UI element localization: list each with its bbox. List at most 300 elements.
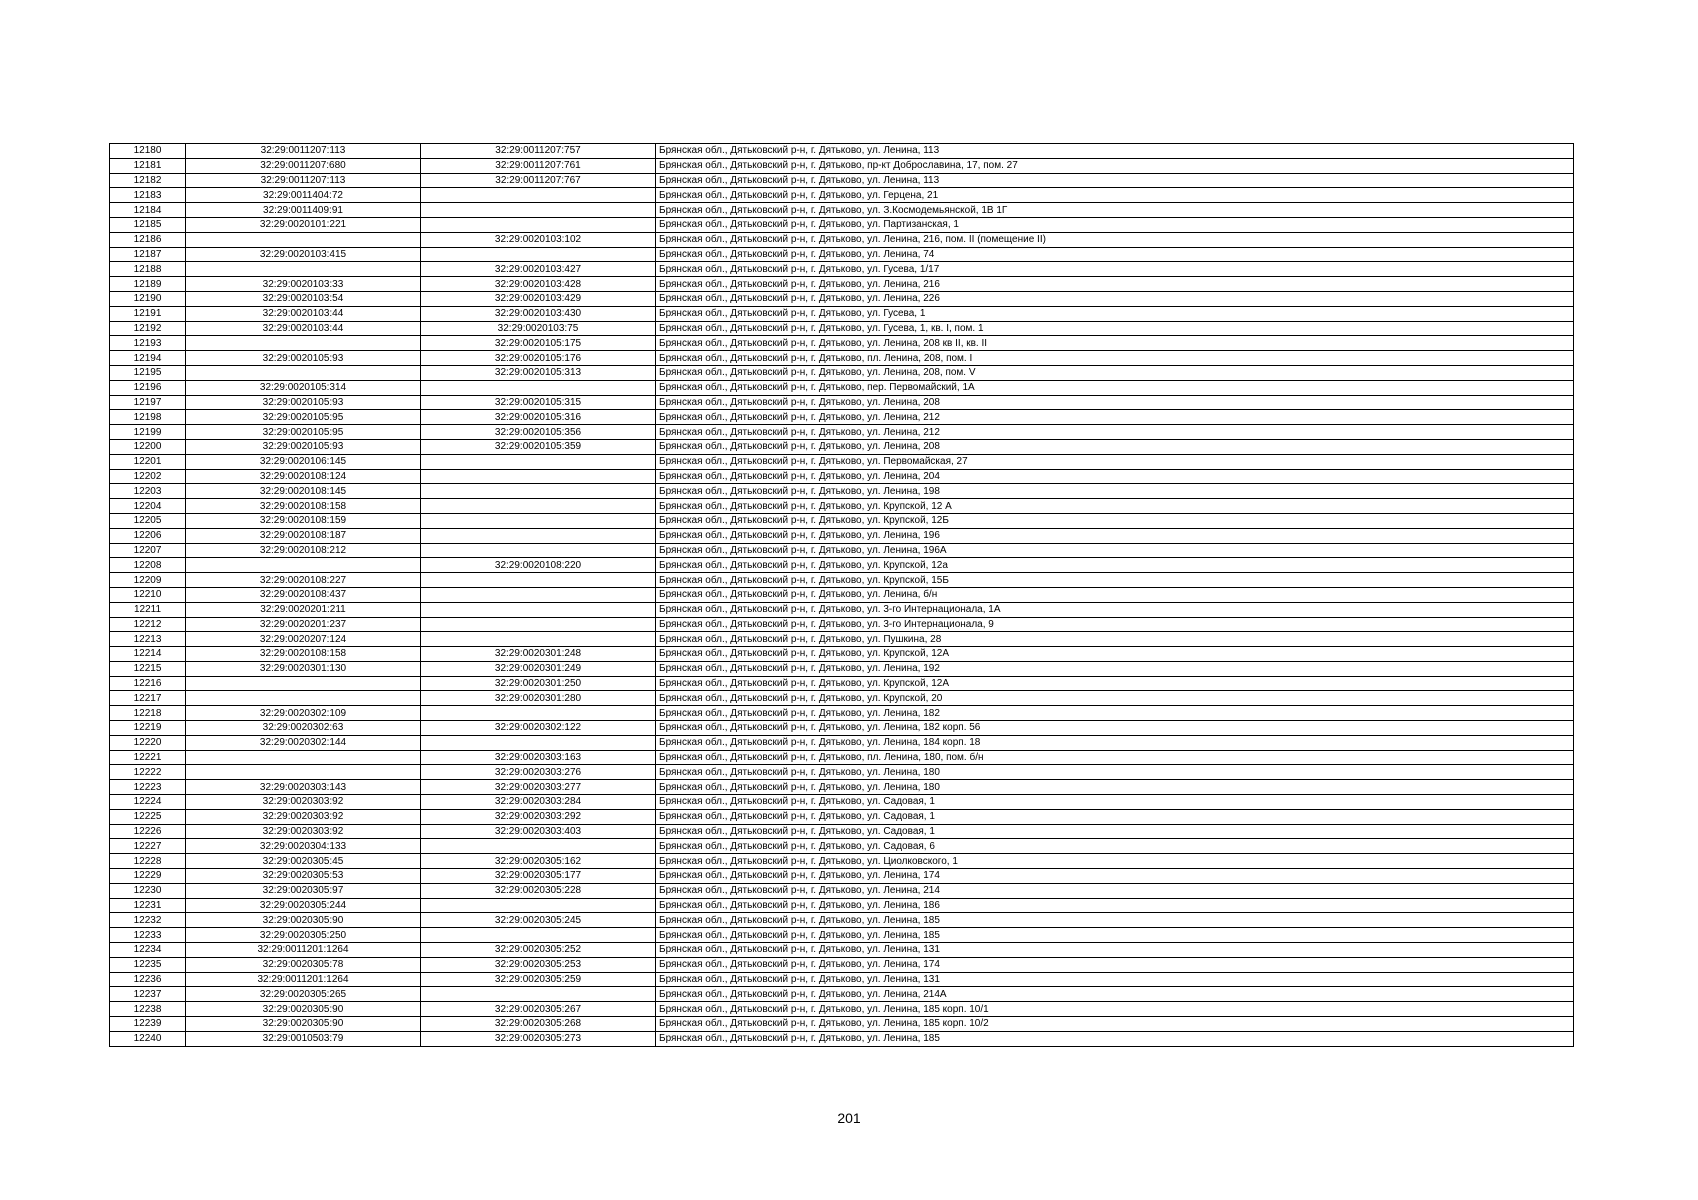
land-cadastral-number-cell: 32:29:0020105:95 bbox=[186, 425, 421, 440]
table-row bbox=[110, 247, 1574, 262]
land-cadastral-number-cell bbox=[186, 262, 421, 277]
table-row bbox=[110, 217, 1574, 232]
object-cadastral-number-cell: 32:29:0020305:253 bbox=[421, 957, 656, 972]
object-cadastral-number-cell bbox=[421, 543, 656, 558]
row-number-cell: 12180 bbox=[110, 144, 186, 159]
table-row bbox=[110, 306, 1574, 321]
table-row bbox=[110, 321, 1574, 336]
address-cell: Брянская обл., Дятьковский р-н, г. Дятьково, ул. Крупской, 20 bbox=[656, 691, 1574, 706]
address-cell: Брянская обл., Дятьковский р-н, г. Дятьково, ул. Ленина, 226 bbox=[656, 291, 1574, 306]
table-row bbox=[110, 291, 1574, 306]
object-cadastral-number-cell: 32:29:0020303:163 bbox=[421, 750, 656, 765]
table-row bbox=[110, 528, 1574, 543]
object-cadastral-number-cell bbox=[421, 735, 656, 750]
row-number-cell: 12220 bbox=[110, 735, 186, 750]
land-cadastral-number-cell: 32:29:0020201:237 bbox=[186, 617, 421, 632]
address-cell: Брянская обл., Дятьковский р-н, г. Дятьково, ул. Ленина, 174 bbox=[656, 869, 1574, 884]
address-cell: Брянская обл., Дятьковский р-н, г. Дятьково, ул. Ленина, 185 корп. 10/2 bbox=[656, 1017, 1574, 1032]
row-number-cell: 12187 bbox=[110, 247, 186, 262]
row-number-cell: 12211 bbox=[110, 602, 186, 617]
land-cadastral-number-cell bbox=[186, 365, 421, 380]
land-cadastral-number-cell: 32:29:0020305:53 bbox=[186, 869, 421, 884]
address-cell: Брянская обл., Дятьковский р-н, г. Дятьково, ул. Ленина, 198 bbox=[656, 484, 1574, 499]
object-cadastral-number-cell bbox=[421, 528, 656, 543]
land-cadastral-number-cell: 32:29:0020103:415 bbox=[186, 247, 421, 262]
land-cadastral-number-cell: 32:29:0020105:93 bbox=[186, 395, 421, 410]
land-cadastral-number-cell bbox=[186, 676, 421, 691]
object-cadastral-number-cell: 32:29:0020103:427 bbox=[421, 262, 656, 277]
object-cadastral-number-cell: 32:29:0020305:228 bbox=[421, 883, 656, 898]
table-row bbox=[110, 1017, 1574, 1032]
address-cell: Брянская обл., Дятьковский р-н, г. Дятьково, ул. Первомайская, 27 bbox=[656, 454, 1574, 469]
land-cadastral-number-cell: 32:29:0020304:133 bbox=[186, 839, 421, 854]
table-row bbox=[110, 277, 1574, 292]
land-cadastral-number-cell: 32:29:0020108:437 bbox=[186, 587, 421, 602]
row-number-cell: 12196 bbox=[110, 380, 186, 395]
address-cell: Брянская обл., Дятьковский р-н, г. Дятьково, ул. Ленина, 113 bbox=[656, 173, 1574, 188]
address-cell: Брянская обл., Дятьковский р-н, г. Дятьково, ул. Ленина, 185 корп. 10/1 bbox=[656, 1002, 1574, 1017]
table-row bbox=[110, 795, 1574, 810]
table-row bbox=[110, 365, 1574, 380]
object-cadastral-number-cell: 32:29:0020105:356 bbox=[421, 425, 656, 440]
land-cadastral-number-cell: 32:29:0020303:92 bbox=[186, 795, 421, 810]
row-number-cell: 12185 bbox=[110, 217, 186, 232]
table-row bbox=[110, 661, 1574, 676]
object-cadastral-number-cell: 32:29:0020301:250 bbox=[421, 676, 656, 691]
object-cadastral-number-cell bbox=[421, 247, 656, 262]
land-cadastral-number-cell: 32:29:0020303:92 bbox=[186, 824, 421, 839]
land-cadastral-number-cell: 32:29:0020207:124 bbox=[186, 632, 421, 647]
land-cadastral-number-cell: 32:29:0020108:227 bbox=[186, 573, 421, 588]
row-number-cell: 12229 bbox=[110, 869, 186, 884]
address-cell: Брянская обл., Дятьковский р-н, г. Дятьково, ул. Гусева, 1, кв. I, пом. 1 bbox=[656, 321, 1574, 336]
table-row bbox=[110, 203, 1574, 218]
row-number-cell: 12202 bbox=[110, 469, 186, 484]
land-cadastral-number-cell: 32:29:0020103:33 bbox=[186, 277, 421, 292]
object-cadastral-number-cell bbox=[421, 706, 656, 721]
address-cell: Брянская обл., Дятьковский р-н, г. Дятьково, ул. Ленина, 185 bbox=[656, 1031, 1574, 1046]
address-cell: Брянская обл., Дятьковский р-н, г. Дятьково, ул. Ленина, 180 bbox=[656, 780, 1574, 795]
row-number-cell: 12210 bbox=[110, 587, 186, 602]
row-number-cell: 12234 bbox=[110, 943, 186, 958]
address-cell: Брянская обл., Дятьковский р-н, г. Дятьково, ул. Крупской, 12 А bbox=[656, 499, 1574, 514]
table-row bbox=[110, 809, 1574, 824]
land-cadastral-number-cell: 32:29:0020305:78 bbox=[186, 957, 421, 972]
land-cadastral-number-cell: 32:29:0020301:130 bbox=[186, 661, 421, 676]
table-row bbox=[110, 691, 1574, 706]
land-cadastral-number-cell: 32:29:0020305:45 bbox=[186, 854, 421, 869]
land-cadastral-number-cell: 32:29:0020101:221 bbox=[186, 217, 421, 232]
address-cell: Брянская обл., Дятьковский р-н, г. Дятьково, ул. Ленина, 185 bbox=[656, 928, 1574, 943]
table-row bbox=[110, 1002, 1574, 1017]
land-cadastral-number-cell: 32:29:0020108:158 bbox=[186, 647, 421, 662]
object-cadastral-number-cell: 32:29:0020105:359 bbox=[421, 439, 656, 454]
address-cell: Брянская обл., Дятьковский р-н, г. Дятьково, ул. Ленина, 216, пом. II (помещение II) bbox=[656, 232, 1574, 247]
land-cadastral-number-cell: 32:29:0020108:145 bbox=[186, 484, 421, 499]
table-row bbox=[110, 469, 1574, 484]
land-cadastral-number-cell bbox=[186, 232, 421, 247]
land-cadastral-number-cell: 32:29:0011207:680 bbox=[186, 158, 421, 173]
address-cell: Брянская обл., Дятьковский р-н, г. Дятьково, ул. Крупской, 12А bbox=[656, 647, 1574, 662]
object-cadastral-number-cell: 32:29:0020305:245 bbox=[421, 913, 656, 928]
land-cadastral-number-cell bbox=[186, 558, 421, 573]
table-row bbox=[110, 558, 1574, 573]
table-row bbox=[110, 972, 1574, 987]
table-row bbox=[110, 987, 1574, 1002]
address-cell: Брянская обл., Дятьковский р-н, г. Дятьково, ул. Ленина, 208 кв II, кв. II bbox=[656, 336, 1574, 351]
table-row bbox=[110, 425, 1574, 440]
address-cell: Брянская обл., Дятьковский р-н, г. Дятьково, ул. Ленина, 174 bbox=[656, 957, 1574, 972]
table-row bbox=[110, 943, 1574, 958]
object-cadastral-number-cell bbox=[421, 380, 656, 395]
land-cadastral-number-cell bbox=[186, 336, 421, 351]
row-number-cell: 12206 bbox=[110, 528, 186, 543]
table-row bbox=[110, 499, 1574, 514]
table-row bbox=[110, 913, 1574, 928]
land-cadastral-number-cell: 32:29:0011409:91 bbox=[186, 203, 421, 218]
land-cadastral-number-cell: 32:29:0020108:187 bbox=[186, 528, 421, 543]
address-cell: Брянская обл., Дятьковский р-н, г. Дятьково, пер. Первомайский, 1А bbox=[656, 380, 1574, 395]
address-cell: Брянская обл., Дятьковский р-н, г. Дятьково, ул. Циолковского, 1 bbox=[656, 854, 1574, 869]
address-cell: Брянская обл., Дятьковский р-н, г. Дятьково, ул. Ленина, 74 bbox=[656, 247, 1574, 262]
row-number-cell: 12222 bbox=[110, 765, 186, 780]
object-cadastral-number-cell: 32:29:0020103:428 bbox=[421, 277, 656, 292]
object-cadastral-number-cell bbox=[421, 469, 656, 484]
object-cadastral-number-cell: 32:29:0020305:259 bbox=[421, 972, 656, 987]
object-cadastral-number-cell bbox=[421, 188, 656, 203]
row-number-cell: 12218 bbox=[110, 706, 186, 721]
land-cadastral-number-cell: 32:29:0010503:79 bbox=[186, 1031, 421, 1046]
address-cell: Брянская обл., Дятьковский р-н, г. Дятьково, пл. Ленина, 180, пом. б/н bbox=[656, 750, 1574, 765]
address-cell: Брянская обл., Дятьковский р-н, г. Дятьково, ул. Ленина, 196А bbox=[656, 543, 1574, 558]
land-cadastral-number-cell: 32:29:0020305:265 bbox=[186, 987, 421, 1002]
address-cell: Брянская обл., Дятьковский р-н, г. Дятьково, ул. Ленина, 208 bbox=[656, 439, 1574, 454]
land-cadastral-number-cell: 32:29:0020105:314 bbox=[186, 380, 421, 395]
table-row bbox=[110, 869, 1574, 884]
table-row bbox=[110, 158, 1574, 173]
table-row bbox=[110, 395, 1574, 410]
address-cell: Брянская обл., Дятьковский р-н, г. Дятьково, ул. Ленина, 212 bbox=[656, 425, 1574, 440]
row-number-cell: 12230 bbox=[110, 883, 186, 898]
row-number-cell: 12231 bbox=[110, 898, 186, 913]
object-cadastral-number-cell: 32:29:0020105:175 bbox=[421, 336, 656, 351]
object-cadastral-number-cell: 32:29:0020305:162 bbox=[421, 854, 656, 869]
row-number-cell: 12212 bbox=[110, 617, 186, 632]
object-cadastral-number-cell: 32:29:0020105:315 bbox=[421, 395, 656, 410]
row-number-cell: 12181 bbox=[110, 158, 186, 173]
land-cadastral-number-cell: 32:29:0020105:95 bbox=[186, 410, 421, 425]
object-cadastral-number-cell: 32:29:0020305:267 bbox=[421, 1002, 656, 1017]
row-number-cell: 12186 bbox=[110, 232, 186, 247]
address-cell: Брянская обл., Дятьковский р-н, г. Дятьково, ул. Садовая, 6 bbox=[656, 839, 1574, 854]
land-cadastral-number-cell: 32:29:0020103:54 bbox=[186, 291, 421, 306]
address-cell: Брянская обл., Дятьковский р-н, г. Дятьково, ул. Ленина, 216 bbox=[656, 277, 1574, 292]
row-number-cell: 12201 bbox=[110, 454, 186, 469]
row-number-cell: 12228 bbox=[110, 854, 186, 869]
row-number-cell: 12232 bbox=[110, 913, 186, 928]
land-cadastral-number-cell: 32:29:0020108:159 bbox=[186, 513, 421, 528]
row-number-cell: 12215 bbox=[110, 661, 186, 676]
row-number-cell: 12233 bbox=[110, 928, 186, 943]
object-cadastral-number-cell bbox=[421, 587, 656, 602]
table-row bbox=[110, 854, 1574, 869]
property-register-table bbox=[109, 143, 1574, 1047]
table-row bbox=[110, 484, 1574, 499]
table-row bbox=[110, 617, 1574, 632]
table-row bbox=[110, 676, 1574, 691]
table-row bbox=[110, 602, 1574, 617]
row-number-cell: 12213 bbox=[110, 632, 186, 647]
object-cadastral-number-cell bbox=[421, 928, 656, 943]
object-cadastral-number-cell: 32:29:0020108:220 bbox=[421, 558, 656, 573]
object-cadastral-number-cell: 32:29:0020301:248 bbox=[421, 647, 656, 662]
object-cadastral-number-cell bbox=[421, 839, 656, 854]
land-cadastral-number-cell: 32:29:0020305:90 bbox=[186, 1017, 421, 1032]
table-row bbox=[110, 380, 1574, 395]
object-cadastral-number-cell: 32:29:0020105:176 bbox=[421, 351, 656, 366]
object-cadastral-number-cell: 32:29:0020303:292 bbox=[421, 809, 656, 824]
page-number: 201 bbox=[837, 1110, 861, 1126]
address-cell: Брянская обл., Дятьковский р-н, г. Дятьково, ул. Крупской, 12Б bbox=[656, 513, 1574, 528]
table-row bbox=[110, 780, 1574, 795]
table-row bbox=[110, 632, 1574, 647]
table-row bbox=[110, 898, 1574, 913]
land-cadastral-number-cell: 32:29:0020305:97 bbox=[186, 883, 421, 898]
address-cell: Брянская обл., Дятьковский р-н, г. Дятьково, ул. Ленина, 212 bbox=[656, 410, 1574, 425]
object-cadastral-number-cell: 32:29:0020302:122 bbox=[421, 721, 656, 736]
address-cell: Брянская обл., Дятьковский р-н, г. Дятьково, ул. Ленина, 182 корп. 56 bbox=[656, 721, 1574, 736]
address-cell: Брянская обл., Дятьковский р-н, г. Дятьково, ул. Крупской, 12А bbox=[656, 676, 1574, 691]
register-table-body bbox=[110, 144, 1574, 1047]
object-cadastral-number-cell bbox=[421, 217, 656, 232]
land-cadastral-number-cell: 32:29:0020305:250 bbox=[186, 928, 421, 943]
object-cadastral-number-cell bbox=[421, 454, 656, 469]
row-number-cell: 12193 bbox=[110, 336, 186, 351]
table-row bbox=[110, 824, 1574, 839]
table-row bbox=[110, 735, 1574, 750]
land-cadastral-number-cell: 32:29:0020302:109 bbox=[186, 706, 421, 721]
land-cadastral-number-cell: 32:29:0020108:124 bbox=[186, 469, 421, 484]
table-row bbox=[110, 262, 1574, 277]
row-number-cell: 12204 bbox=[110, 499, 186, 514]
table-row bbox=[110, 721, 1574, 736]
table-row bbox=[110, 750, 1574, 765]
address-cell: Брянская обл., Дятьковский р-н, г. Дятьково, ул. Ленина, 214А bbox=[656, 987, 1574, 1002]
address-cell: Брянская обл., Дятьковский р-н, г. Дятьково, ул. Садовая, 1 bbox=[656, 795, 1574, 810]
row-number-cell: 12237 bbox=[110, 987, 186, 1002]
land-cadastral-number-cell: 32:29:0020305:244 bbox=[186, 898, 421, 913]
land-cadastral-number-cell bbox=[186, 765, 421, 780]
object-cadastral-number-cell bbox=[421, 617, 656, 632]
row-number-cell: 12207 bbox=[110, 543, 186, 558]
row-number-cell: 12239 bbox=[110, 1017, 186, 1032]
land-cadastral-number-cell: 32:29:0020201:211 bbox=[186, 602, 421, 617]
row-number-cell: 12191 bbox=[110, 306, 186, 321]
address-cell: Брянская обл., Дятьковский р-н, г. Дятьково, ул. Ленина, 131 bbox=[656, 943, 1574, 958]
object-cadastral-number-cell: 32:29:0011207:761 bbox=[421, 158, 656, 173]
table-row bbox=[110, 173, 1574, 188]
land-cadastral-number-cell: 32:29:0020105:93 bbox=[186, 351, 421, 366]
address-cell: Брянская обл., Дятьковский р-н, г. Дятьково, ул. Садовая, 1 bbox=[656, 809, 1574, 824]
address-cell: Брянская обл., Дятьковский р-н, г. Дятьково, ул. Крупской, 15Б bbox=[656, 573, 1574, 588]
address-cell: Брянская обл., Дятьковский р-н, г. Дятьково, ул. Ленина, 196 bbox=[656, 528, 1574, 543]
row-number-cell: 12188 bbox=[110, 262, 186, 277]
row-number-cell: 12235 bbox=[110, 957, 186, 972]
land-cadastral-number-cell: 32:29:0011201:1264 bbox=[186, 943, 421, 958]
object-cadastral-number-cell: 32:29:0020301:249 bbox=[421, 661, 656, 676]
row-number-cell: 12226 bbox=[110, 824, 186, 839]
row-number-cell: 12198 bbox=[110, 410, 186, 425]
row-number-cell: 12221 bbox=[110, 750, 186, 765]
object-cadastral-number-cell bbox=[421, 203, 656, 218]
table-row bbox=[110, 839, 1574, 854]
address-cell: Брянская обл., Дятьковский р-н, г. Дятьково, ул. Ленина, 182 bbox=[656, 706, 1574, 721]
row-number-cell: 12205 bbox=[110, 513, 186, 528]
address-cell: Брянская обл., Дятьковский р-н, г. Дятьково, ул. Ленина, 192 bbox=[656, 661, 1574, 676]
table-row bbox=[110, 765, 1574, 780]
row-number-cell: 12200 bbox=[110, 439, 186, 454]
object-cadastral-number-cell bbox=[421, 513, 656, 528]
address-cell: Брянская обл., Дятьковский р-н, г. Дятьково, ул. Ленина, 208, пом. V bbox=[656, 365, 1574, 380]
address-cell: Брянская обл., Дятьковский р-н, г. Дятьково, ул. Ленина, 131 bbox=[656, 972, 1574, 987]
object-cadastral-number-cell: 32:29:0020103:430 bbox=[421, 306, 656, 321]
table-row bbox=[110, 351, 1574, 366]
address-cell: Брянская обл., Дятьковский р-н, г. Дятьково, пл. Ленина, 208, пом. I bbox=[656, 351, 1574, 366]
table-row bbox=[110, 706, 1574, 721]
land-cadastral-number-cell: 32:29:0020303:92 bbox=[186, 809, 421, 824]
table-row bbox=[110, 543, 1574, 558]
row-number-cell: 12190 bbox=[110, 291, 186, 306]
table-row bbox=[110, 188, 1574, 203]
row-number-cell: 12182 bbox=[110, 173, 186, 188]
object-cadastral-number-cell: 32:29:0020303:403 bbox=[421, 824, 656, 839]
row-number-cell: 12194 bbox=[110, 351, 186, 366]
object-cadastral-number-cell: 32:29:0020103:75 bbox=[421, 321, 656, 336]
land-cadastral-number-cell: 32:29:0020103:44 bbox=[186, 321, 421, 336]
object-cadastral-number-cell: 32:29:0020303:276 bbox=[421, 765, 656, 780]
table-row bbox=[110, 232, 1574, 247]
row-number-cell: 12195 bbox=[110, 365, 186, 380]
address-cell: Брянская обл., Дятьковский р-н, г. Дятьково, ул. Гусева, 1/17 bbox=[656, 262, 1574, 277]
row-number-cell: 12236 bbox=[110, 972, 186, 987]
table-row bbox=[110, 573, 1574, 588]
row-number-cell: 12223 bbox=[110, 780, 186, 795]
object-cadastral-number-cell: 32:29:0020103:102 bbox=[421, 232, 656, 247]
row-number-cell: 12199 bbox=[110, 425, 186, 440]
row-number-cell: 12219 bbox=[110, 721, 186, 736]
address-cell: Брянская обл., Дятьковский р-н, г. Дятьково, ул. Ленина, 214 bbox=[656, 883, 1574, 898]
object-cadastral-number-cell: 32:29:0020301:280 bbox=[421, 691, 656, 706]
row-number-cell: 12225 bbox=[110, 809, 186, 824]
land-cadastral-number-cell bbox=[186, 691, 421, 706]
object-cadastral-number-cell: 32:29:0011207:757 bbox=[421, 144, 656, 159]
table-row bbox=[110, 144, 1574, 159]
object-cadastral-number-cell: 32:29:0020305:252 bbox=[421, 943, 656, 958]
object-cadastral-number-cell bbox=[421, 499, 656, 514]
address-cell: Брянская обл., Дятьковский р-н, г. Дятьково, ул. Герцена, 21 bbox=[656, 188, 1574, 203]
land-cadastral-number-cell: 32:29:0020305:90 bbox=[186, 913, 421, 928]
land-cadastral-number-cell: 32:29:0020108:212 bbox=[186, 543, 421, 558]
table-row bbox=[110, 439, 1574, 454]
table-row bbox=[110, 957, 1574, 972]
object-cadastral-number-cell: 32:29:0020305:273 bbox=[421, 1031, 656, 1046]
object-cadastral-number-cell bbox=[421, 573, 656, 588]
address-cell: Брянская обл., Дятьковский р-н, г. Дятьково, ул. Ленина, 208 bbox=[656, 395, 1574, 410]
row-number-cell: 12192 bbox=[110, 321, 186, 336]
object-cadastral-number-cell bbox=[421, 484, 656, 499]
address-cell: Брянская обл., Дятьковский р-н, г. Дятьково, ул. Ленина, 204 bbox=[656, 469, 1574, 484]
row-number-cell: 12224 bbox=[110, 795, 186, 810]
address-cell: Брянская обл., Дятьковский р-н, г. Дятьково, ул. Партизанская, 1 bbox=[656, 217, 1574, 232]
object-cadastral-number-cell: 32:29:0020303:284 bbox=[421, 795, 656, 810]
address-cell: Брянская обл., Дятьковский р-н, г. Дятьково, ул. Ленина, б/н bbox=[656, 587, 1574, 602]
address-cell: Брянская обл., Дятьковский р-н, г. Дятьково, ул. Садовая, 1 bbox=[656, 824, 1574, 839]
land-cadastral-number-cell: 32:29:0020108:158 bbox=[186, 499, 421, 514]
row-number-cell: 12203 bbox=[110, 484, 186, 499]
address-cell: Брянская обл., Дятьковский р-н, г. Дятьково, ул. Ленина, 184 корп. 18 bbox=[656, 735, 1574, 750]
address-cell: Брянская обл., Дятьковский р-н, г. Дятьково, ул. Ленина, 186 bbox=[656, 898, 1574, 913]
row-number-cell: 12197 bbox=[110, 395, 186, 410]
address-cell: Брянская обл., Дятьковский р-н, г. Дятьково, ул. Гусева, 1 bbox=[656, 306, 1574, 321]
row-number-cell: 12240 bbox=[110, 1031, 186, 1046]
land-cadastral-number-cell: 32:29:0011207:113 bbox=[186, 173, 421, 188]
table-row bbox=[110, 336, 1574, 351]
object-cadastral-number-cell: 32:29:0020305:177 bbox=[421, 869, 656, 884]
row-number-cell: 12209 bbox=[110, 573, 186, 588]
table-row bbox=[110, 883, 1574, 898]
table-row bbox=[110, 587, 1574, 602]
object-cadastral-number-cell bbox=[421, 898, 656, 913]
table-row bbox=[110, 1031, 1574, 1046]
object-cadastral-number-cell: 32:29:0020103:429 bbox=[421, 291, 656, 306]
object-cadastral-number-cell: 32:29:0020105:313 bbox=[421, 365, 656, 380]
land-cadastral-number-cell: 32:29:0011207:113 bbox=[186, 144, 421, 159]
land-cadastral-number-cell: 32:29:0020106:145 bbox=[186, 454, 421, 469]
land-cadastral-number-cell: 32:29:0020302:144 bbox=[186, 735, 421, 750]
land-cadastral-number-cell: 32:29:0020303:143 bbox=[186, 780, 421, 795]
land-cadastral-number-cell: 32:29:0011404:72 bbox=[186, 188, 421, 203]
row-number-cell: 12217 bbox=[110, 691, 186, 706]
land-cadastral-number-cell: 32:29:0020305:90 bbox=[186, 1002, 421, 1017]
address-cell: Брянская обл., Дятьковский р-н, г. Дятьково, ул. Ленина, 180 bbox=[656, 765, 1574, 780]
object-cadastral-number-cell: 32:29:0020105:316 bbox=[421, 410, 656, 425]
object-cadastral-number-cell: 32:29:0020305:268 bbox=[421, 1017, 656, 1032]
table-row bbox=[110, 513, 1574, 528]
row-number-cell: 12238 bbox=[110, 1002, 186, 1017]
row-number-cell: 12208 bbox=[110, 558, 186, 573]
land-cadastral-number-cell bbox=[186, 750, 421, 765]
address-cell: Брянская обл., Дятьковский р-н, г. Дятьково, ул. Крупской, 12а bbox=[656, 558, 1574, 573]
object-cadastral-number-cell bbox=[421, 602, 656, 617]
row-number-cell: 12184 bbox=[110, 203, 186, 218]
land-cadastral-number-cell: 32:29:0020103:44 bbox=[186, 306, 421, 321]
table-row bbox=[110, 454, 1574, 469]
row-number-cell: 12183 bbox=[110, 188, 186, 203]
row-number-cell: 12216 bbox=[110, 676, 186, 691]
object-cadastral-number-cell: 32:29:0020303:277 bbox=[421, 780, 656, 795]
land-cadastral-number-cell: 32:29:0011201:1264 bbox=[186, 972, 421, 987]
table-row bbox=[110, 410, 1574, 425]
row-number-cell: 12189 bbox=[110, 277, 186, 292]
table-row bbox=[110, 647, 1574, 662]
address-cell: Брянская обл., Дятьковский р-н, г. Дятьково, ул. Ленина, 185 bbox=[656, 913, 1574, 928]
address-cell: Брянская обл., Дятьковский р-н, г. Дятьково, пр-кт Доброславина, 17, пом. 27 bbox=[656, 158, 1574, 173]
address-cell: Брянская обл., Дятьковский р-н, г. Дятьково, ул. Ленина, 113 bbox=[656, 144, 1574, 159]
address-cell: Брянская обл., Дятьковский р-н, г. Дятьково, ул. З.Космодемьянской, 1В 1Г bbox=[656, 203, 1574, 218]
table-row bbox=[110, 928, 1574, 943]
object-cadastral-number-cell: 32:29:0011207:767 bbox=[421, 173, 656, 188]
object-cadastral-number-cell bbox=[421, 987, 656, 1002]
